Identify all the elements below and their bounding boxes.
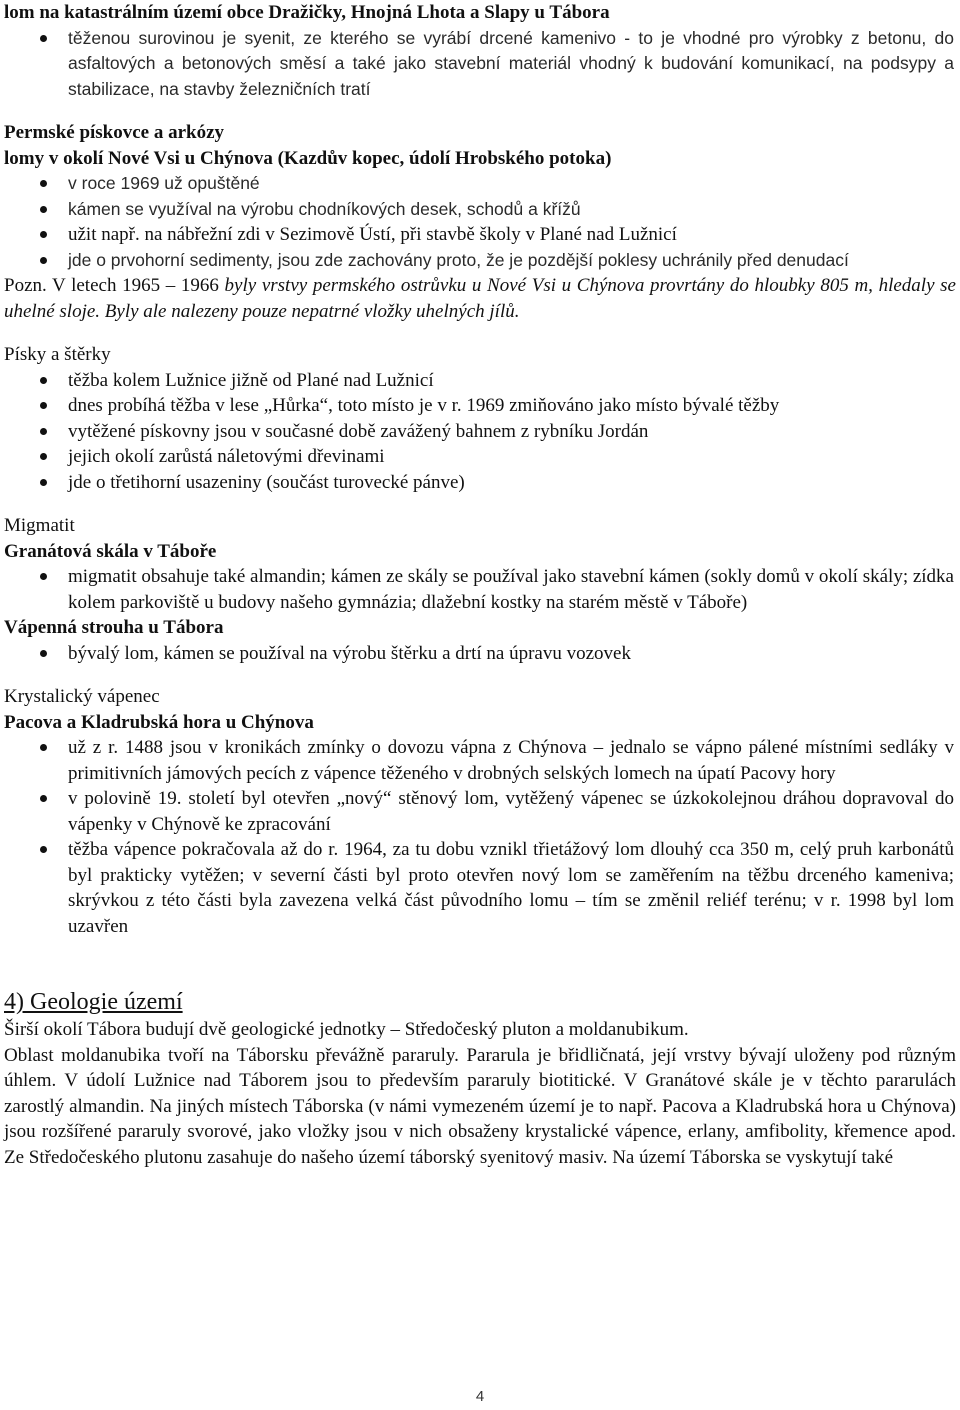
section-title-crystalline-limestone: Krystalický vápenec [4,686,160,707]
bullet-icon [40,795,47,802]
bullet-icon [40,453,47,460]
bullet-list-vapenna [4,641,956,667]
list-item: v polovině 19. století byl otevřen „nový“ stěnový lom, vytěžený vápenec se úzkokolejnou dráhou dopravoval do vápenky v Chýnově ke zpracování [4,786,956,837]
note-prefix: Pozn. V letech 1965 – 1966 [4,275,225,296]
bullet-list-limestone [4,735,956,939]
section-subtitle-vapenna-strouha: Vápenná strouha u Tábora [4,617,224,638]
bullet-icon [40,377,47,384]
list-item: vytěžené pískovny jsou v současné době zavážený bahnem z rybníku Jordán [4,419,956,445]
bullet-icon [40,744,47,751]
list-item: těženou surovinou je syenit, ze kterého se vyrábí drcené kamenivo - to je vhodné pro výrobky z betonu, do asfaltových a betonových směsí a také jako stavební materiál vhodný k budování komunikací, na podsypy a stabilizace, na stavby železničních tratí [4,26,956,103]
page-number: 4 [475,1388,485,1405]
bullet-icon [40,573,47,580]
list-item: kámen se využíval na výrobu chodníkových desek, schodů a křížů [4,197,956,223]
bullet-icon [40,428,47,435]
list-item: migmatit obsahuje také almandin; kámen ze skály se používal jako stavební kámen (sokly domů v okolí skály; zídka kolem parkoviště u budovy našeho gymnázia; dlažební kostky na starém městě v Táboře) [4,564,956,615]
bullet-icon [40,35,47,42]
bullet-icon [40,650,47,657]
list-item: jde o třetihorní usazeniny (součást turovecké pánve) [4,470,956,496]
section-subtitle-pacova: Pacova a Kladrubská hora u Chýnova [4,711,314,733]
section-title-migmatite: Migmatit [4,515,75,536]
bullet-list-permian [4,171,956,273]
note-italic-text: byly vrstvy permského ostrůvku u Nové Vsi u Chýnova provrtány do hloubky 805 m, hledaly se uhelné sloje. Byly ale nalezeny pouze nepatrné vložky uhelných jílů. [4,275,956,322]
bullet-icon [40,479,47,486]
list-item: jejich okolí zarůstá náletovými dřevinami [4,444,956,470]
list-item: bývalý lom, kámen se používal na výrobu štěrku a drtí na úpravu vozovek [4,641,956,667]
section-subtitle-garnet-rock: Granátová skála v Táboře [4,540,217,562]
section-subtitle-quarries-nova-ves: lomy v okolí Nové Vsi u Chýnova (Kazdův kopec, údolí Hrobského potoka) [4,147,612,169]
section-title-sands-gravels: Písky a štěrky [4,344,111,365]
list-item: v roce 1969 už opuštěné [4,171,956,197]
bullet-list-sands [4,368,956,496]
list-item: jde o prvohorní sedimenty, jsou zde zachovány proto, že je pozdější poklesy uchránily před denudací [4,248,956,274]
bullet-icon [40,846,47,853]
list-item: těžba kolem Lužnice jižně od Plané nad Lužnicí [4,368,956,394]
bullet-icon [40,257,47,264]
section-title-permian-sandstones: Permské pískovce a arkózy [4,122,225,143]
list-item: už z r. 1488 jsou v kronikách zmínky o dovozu vápna z Chýnova – jednalo se vápno pálené místními sedláky v primitivních jámových pecích z vápence těženého v drobných selských lomech na úpatí Pacovy hory [4,735,956,786]
bullet-list-migmatite [4,564,956,615]
bullet-icon [40,206,47,213]
list-item: užit např. na nábřežní zdi v Sezimově Ústí, při stavbě školy v Plané nad Lužnicí [4,222,956,248]
chapter-heading-geology: 4) Geologie území [4,989,183,1015]
note-paragraph [4,273,956,324]
bullet-icon [40,402,47,409]
list-item: těžba vápence pokračovala až do r. 1964, za tu dobu vznikl třietážový lom dlouhý cca 350 m, celý pruh karbonátů byl prakticky vytěžen; v severní části byl proto otevřen nový lom se zaměřením na těžbu drceného kameniva; skrývkou z této části byla zavezena velká část původního lomu – tím se změnil reliéf terénu; v r. 1998 byl lom uzavřen [4,837,956,939]
section-heading-quarry-drazicky: lom na katastrálním území obce Dražičky, Hnojná Lhota a Slapy u Tábora [4,2,610,23]
bullet-icon [40,180,47,187]
paragraph-moldanubikum: Oblast moldanubika tvoří na Táborsku převážně pararuly. Pararula je břidličnatá, její vrstvy bývají uloženy pod různým úhlem. V údolí Lužnice nad Táborem jsou to především pararuly biotitické. V Granátové skále je v těchto pararulách zarostlý almandin. Na jiných místech Táborska (v námi vymezeném území je to např. Pacova a Kladrubská hora u Chýnova) jsou rozšířené pararuly svorové, jako vložky jsou v nich obsaženy krystalické vápence, erlany, amfibolity, křemence apod. Ze Středočeského plutonu zasahuje do našeho území táborský syenitový masiv. Na území Táborska se vyskytují také [4,1044,956,1168]
list-item: dnes probíhá těžba v lese „Hůrka“, toto místo je v r. 1969 zmiňováno jako místo bývalé těžby [4,393,956,419]
bullet-list-syenite [4,26,956,103]
paragraph-intro: Širší okolí Tábora budují dvě geologické jednotky – Středočeský pluton a moldanubikum. [4,1019,689,1040]
bullet-icon [40,231,47,238]
